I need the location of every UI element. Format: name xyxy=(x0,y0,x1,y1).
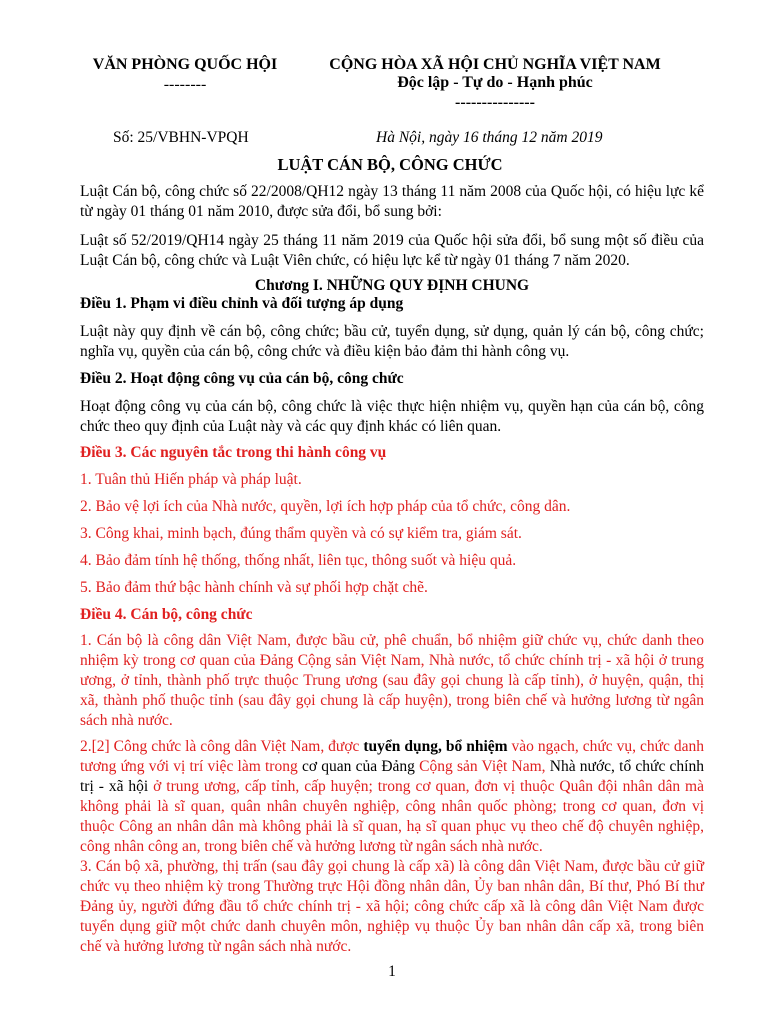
clause-2-part: ở trung ương, cấp tỉnh, cấp huyện; trong cơ quan, đơn vị thuộc Quân đội nhân dân mà không phải là sĩ quan, quân nhân chuyên nghiệp, công nhân quốc phòng; trong cơ quan, đơn vị thuộc Công an nhân dân mà không phải là sĩ quan, hạ sĩ quan phục vụ theo chế độ chuyên nghiệp, công nhân công an, trong biên chế và hưởng lương từ ngân sách nhà nước. xyxy=(80,778,704,855)
article-3-item-1: 1. Tuân thủ Hiến pháp và pháp luật. xyxy=(80,471,302,488)
clause-2-part: vào ngạch, chức vụ, chức danh tương ứng với vị trí việc làm trong xyxy=(80,738,704,775)
article-3-item-3: 3. Công khai, minh bạch, đúng thẩm quyền và có sự kiểm tra, giám sát. xyxy=(80,525,522,542)
issuing-office: VĂN PHÒNG QUỐC HỘI xyxy=(92,56,278,73)
page-number: 1 xyxy=(388,963,396,980)
article-1-text: Luật này quy định về cán bộ, công chức; bầu cử, tuyển dụng, sử dụng, quản lý cán bộ, công chức; nghĩa vụ, quyền của cán bộ, công chức và điều kiện bảo đảm thi hành công vụ. xyxy=(80,323,704,360)
article-4-clause-1: 1. Cán bộ là công dân Việt Nam, được bầu cử, phê chuẩn, bổ nhiệm giữ chức vụ, chức danh theo nhiệm kỳ trong cơ quan của Đảng Cộng sản Việt Nam, Nhà nước, tổ chức chính trị - xã hội ở trung ương, ở tỉnh, thành phố trực thuộc Trung ương (sau đây gọi chung là cấp tỉnh), ở huyện, quận, thị xã, thành phố thuộc tỉnh (sau đây gọi chung là cấp huyện), trong biên chế và hưởng lương từ ngân sách nhà nước. xyxy=(80,632,704,729)
motto-underline: --------------- xyxy=(455,94,535,111)
clause-2-black-part: , tổ chức chính trị - xã hội xyxy=(80,758,704,795)
document-number: Số: 25/VBHN-VPQH xyxy=(113,129,249,146)
clause-2-part: 2.[2] Công chức là công dân Việt Nam, được xyxy=(80,738,364,755)
article-3-item-2: 2. Bảo vệ lợi ích của Nhà nước, quyền, lợi ích hợp pháp của tổ chức, công dân. xyxy=(80,498,571,515)
place-date: Hà Nội, ngày 16 tháng 12 năm 2019 xyxy=(376,129,603,146)
article-1-heading: Điều 1. Phạm vi điều chỉnh và đối tượng áp dụng xyxy=(80,295,404,312)
document-title: LUẬT CÁN BỘ, CÔNG CHỨC xyxy=(277,155,503,174)
article-4-clause-2 xyxy=(80,737,704,857)
chapter-heading: Chương I. NHỮNG QUY ĐỊNH CHUNG xyxy=(254,277,530,294)
motto: Độc lập - Tự do - Hạnh phúc xyxy=(397,74,593,91)
clause-2-black-part: Nhà nước xyxy=(549,758,612,775)
clause-2-part: Cộng sản Việt Nam, xyxy=(419,758,550,775)
article-3-item-5: 5. Bảo đảm thứ bậc hành chính và sự phối hợp chặt chẽ. xyxy=(80,579,428,596)
clause-2-black-part: cơ quan của Đảng xyxy=(301,758,420,775)
article-2-text: Hoạt động công vụ của cán bộ, công chức là việc thực hiện nhiệm vụ, quyền hạn của cán bộ, công chức theo quy định của Luật này và các quy định khác có liên quan. xyxy=(80,398,704,435)
article-3-item-4: 4. Bảo đảm tính hệ thống, thống nhất, liên tục, thông suốt và hiệu quả. xyxy=(80,552,517,569)
intro-paragraph-1: Luật Cán bộ, công chức số 22/2008/QH12 ngày 13 tháng 11 năm 2008 của Quốc hội, có hiệu lực kể từ ngày 01 tháng 01 năm 2010, được sửa đổi, bổ sung bởi: xyxy=(80,183,704,220)
office-underline: -------- xyxy=(163,76,207,93)
article-4-heading: Điều 4. Cán bộ, công chức xyxy=(80,606,253,623)
clause-2-emphasis: tuyển dụng, bổ nhiệm xyxy=(363,738,508,755)
state-name: CỘNG HÒA XÃ HỘI CHỦ NGHĨA VIỆT NAM xyxy=(329,56,661,73)
intro-paragraph-2: Luật số 52/2019/QH14 ngày 25 tháng 11 năm 2019 của Quốc hội sửa đổi, bổ sung một số điều của Luật Cán bộ, công chức và Luật Viên chức, có hiệu lực kể từ ngày 01 tháng 7 năm 2020. xyxy=(80,232,704,269)
article-2-heading: Điều 2. Hoạt động công vụ của cán bộ, công chức xyxy=(80,370,404,387)
article-3-heading: Điều 3. Các nguyên tắc trong thi hành công vụ xyxy=(80,444,387,461)
article-4-clause-3: 3. Cán bộ xã, phường, thị trấn (sau đây gọi chung là cấp xã) là công dân Việt Nam, được bầu cử giữ chức vụ theo nhiệm kỳ trong Thường trực Hội đồng nhân dân, Ủy ban nhân dân, Bí thư, Phó Bí thư Đảng ủy, người đứng đầu tổ chức chính trị - xã hội; công chức cấp xã là công dân Việt Nam được tuyển dụng giữ một chức danh chuyên môn, nghiệp vụ thuộc Ủy ban nhân dân cấp xã, trong biên chế và hưởng lương từ ngân sách nhà nước. xyxy=(80,858,704,955)
